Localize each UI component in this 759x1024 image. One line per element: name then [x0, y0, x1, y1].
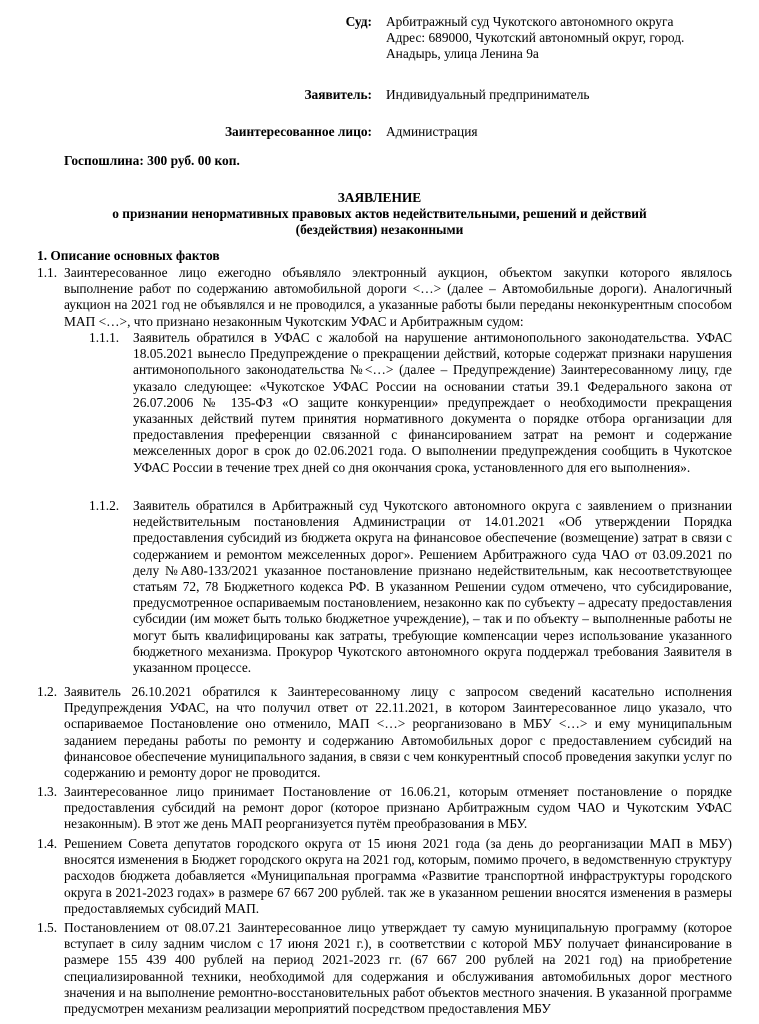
document-title: ЗАЯВЛЕНИЕ [337, 190, 422, 205]
paragraph-text: Заинтересованное лицо ежегодно объявляло электронный аукцион, объектом закупки которого являлось выполнение работ по содержанию автомобильной дороги <…> (далее – Автомобильные дороги). Аналогичный аукцион на 2021 год не объявлялся и не проводился, а указанные работы были переданы неконкурентным способом МАП <…>, что признано незаконным Чукотским УФАС и Арбитражным судом: [64, 265, 732, 329]
paragraph-number: 1.1.1. [89, 330, 120, 345]
paragraph-text: Решением Совета депутатов городского округа от 15 июня 2021 года (за день до реорганизации МАП в МБУ) вносятся изменения в Бюджет городского округа на 2021 год, которым, помимо прочего, в ведомственную структуру расходов бюджета добавляется «Муниципальная программа «Развитие транспортной инфраструктуры городского округа в 2021-2023 годах» в размере 67 667 200 рублей. так же в указанном решении вносятся изменения в размеры предоставляемых субсидий МАП. [64, 836, 732, 916]
paragraph-number: 1.3. [37, 784, 58, 799]
document-subtitle-line2: (бездействия) незаконными [295, 222, 464, 237]
applicant-value: Индивидуальный предприниматель [386, 87, 590, 102]
paragraph-text: Заинтересованное лицо принимает Постановление от 16.06.21, которым отменяет постановление о порядке предоставления субсидий на ремонт дорог (которое признано Арбитражным судом ЧАО и Чукотским УФАС незаконным). В этот же день МАП реорганизуется путём преобразования в МБУ. [64, 784, 732, 832]
interested-party-label: Заинтересованное лицо: [224, 124, 372, 139]
court-label: Суд: [345, 14, 372, 29]
paragraph-text: Постановлением от 08.07.21 Заинтересованное лицо утверждает ту самую муниципальную программу (которое вступает в силу задним числом с 17 июня 2021 г.), в соответствии с которой МБУ получает финансирование в размере 155 439 400 рублей на период 2021-2023 гг. (67 667 200 рублей на 2021 год) на приобретение специализированной техники, необходимой для содержания и обслуживания автомобильных дорог местного значения и на выполнение ремонтно-восстановительных работ объектов местного значения. В указанной программе предусмотрен механизм реализации мероприятий посредством предоставления МБУ [64, 920, 732, 1017]
paragraph-text: Заявитель обратился в Арбитражный суд Чукотского автономного округа с заявлением о признании недействительным постановления Администрации от 14.01.2021 «Об утверждении Порядка предоставления субсидий из бюджета округа на финансовое обеспечение (возмещение) затрат в связи с содержанием и ремонтом межселенных дорог». Решением Арбитражного суда ЧАО от 03.09.2021 по делу №А80-133/2021 указанное постановление признано недействительным, как несоответствующее статьям 72, 78 Бюджетного кодекса РФ. В указанном Решении судом отмечено, что субсидирование, предусмотренное оспариваемым постановлением, незаконно как по субъекту – адресату предоставления субсидии (им может быть только бюджетное учреждение), – так и по объекту – выполненные работы не могут быть квалифицированы как затраты, требующие компенсации через использование указанного бюджетного механизма. Прокурор Чукотского автономного округа поддержал требования Заявителя в указанном процессе. [133, 498, 732, 676]
interested-party-value: Администрация [386, 124, 478, 139]
court-address-line2: Анадырь, улица Ленина 9а [386, 46, 539, 62]
paragraph-number: 1.1. [37, 265, 58, 280]
paragraph-number: 1.4. [37, 836, 58, 851]
paragraph-number: 1.1.2. [89, 498, 120, 513]
court-address-line1: Адрес: 689000, Чукотский автономный округ, город. [386, 30, 685, 46]
document-subtitle-line1: о признании ненормативных правовых актов недействительными, решений и действий [112, 206, 647, 221]
paragraph-number: 1.5. [37, 920, 58, 935]
state-fee: Госпошлина: 300 руб. 00 коп. [64, 153, 240, 168]
court-name: Арбитражный суд Чукотского автономного округа [386, 14, 674, 29]
paragraph-text: Заявитель обратился в УФАС с жалобой на нарушение антимонопольного законодательства. УФАС 18.05.2021 вынесло Предупреждение о прекращении действий, которые содержат признаки нарушения антимонопольного законодательства №<…> (далее – Предупреждение) Заинтересованному лицу, где указало следующее: «Чукотское УФАС России на основании статьи 39.1 Федерального закона от 26.07.2006 № 135-ФЗ «О защите конкуренции» предупреждает о необходимости прекращения указанных действий путем принятия нормативного документа о порядке отбора организации для предоставления преференции связанной с финансированием затрат на ремонт и содержание межселенных дорог в срок до 02.06.2021 года. О выполнении предупреждения сообщить в Чукотское УФАС России в течение трех дней со дня окончания срока, установленного для его выполнения». [133, 330, 732, 475]
paragraph-text: Заявитель 26.10.2021 обратился к Заинтересованному лицу с запросом сведений касательно исполнения Предупреждения УФАС, на что получил ответ от 22.11.2021, в котором Заинтересованное лицо указало, что оспариваемое Постановление оно отменило, МАП <…> реорганизовано в МБУ <…> и ему муниципальным заданием переданы работы по ремонту и содержанию Автомобильных дорог с предоставлением субсидий на финансовое обеспечение муниципального задания, в связи с чем конкурентный способ проведения закупки услуг по содержанию и ремонту дорог не проводится. [64, 684, 732, 781]
applicant-label: Заявитель: [304, 87, 372, 102]
section-heading: 1. Описание основных фактов [37, 248, 220, 263]
paragraph-number: 1.2. [37, 684, 58, 699]
court-details [386, 14, 736, 63]
